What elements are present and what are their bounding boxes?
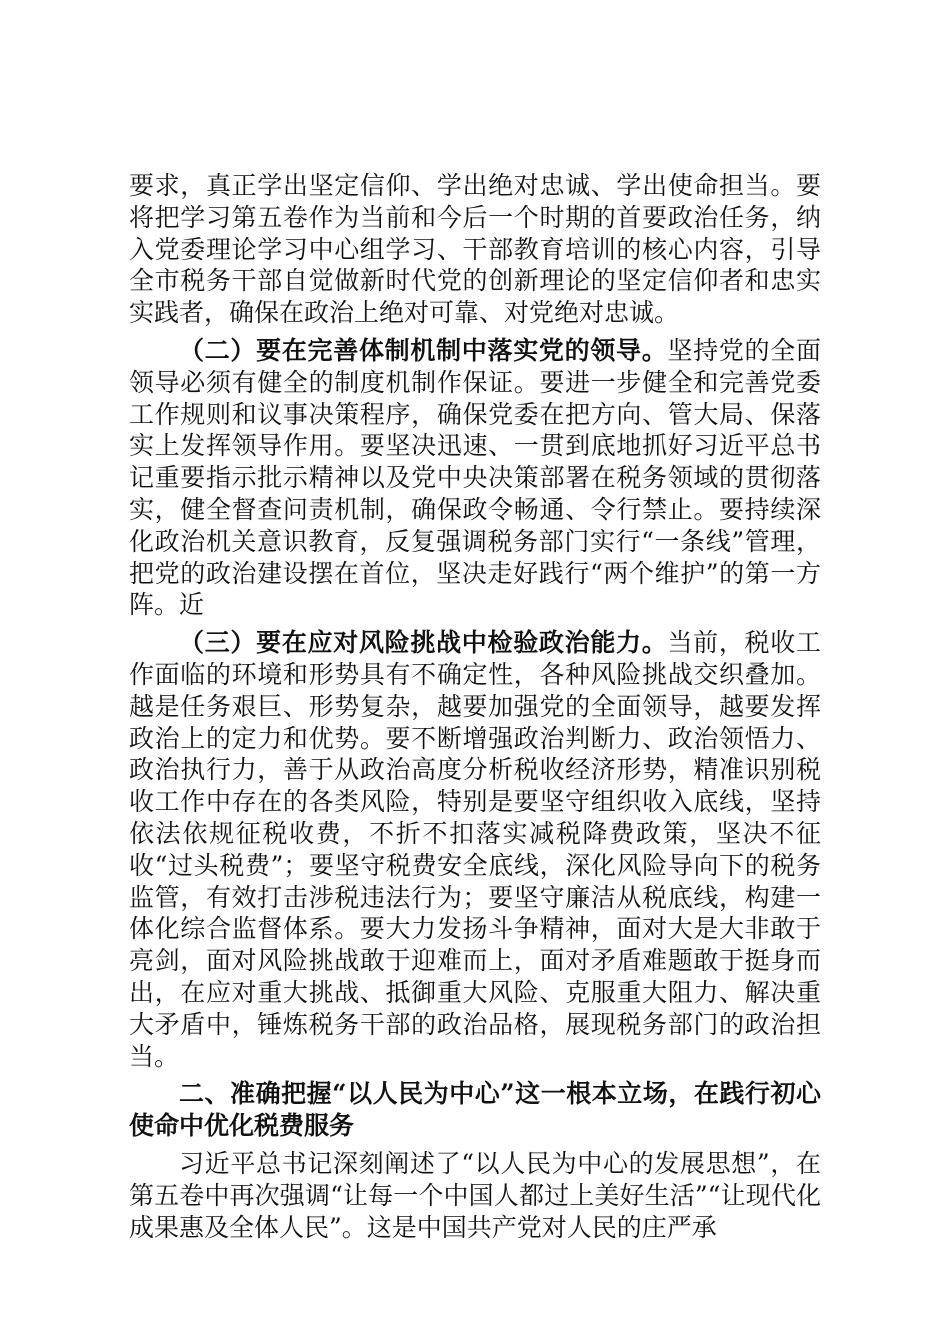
paragraph-continuation [129, 170, 821, 329]
paragraph-text: 要求，真正学出坚定信仰、学出绝对忠诚、学出使命担当。要将把学习第五卷作为当前和今后一个时期的首要政治任务，纳入党委理论学习中心组学习、干部教育培训的核心内容，引导全市税务干部自觉做新时代党的创新理论的坚定信仰者和忠实实践者，确保在政治上绝对可靠、对党绝对忠诚。 [129, 171, 821, 328]
paragraph-lead: （二）要在完善体制机制中落实党的领导。 [179, 335, 668, 365]
paragraph-risk-challenges [129, 627, 821, 1072]
paragraph-text: 当前，税收工作面临的环境和形势具有不确定性，各种风险挑战交织叠加。越是任务艰巨、形势复杂，越要加强党的全面领导，越要发挥政治上的定力和优势。要不断增强政治判断力、政治领悟力、政治执行力，善于从政治高度分析税收经济形势，精准识别税收工作中存在的各类风险，特别是要坚守组织收入底线，坚持依法依规征税收费，不折不扣落实减税降费政策，坚决不征收“过头税费”；要坚守税费安全底线，深化风险导向下的税务监管，有效打击涉税违法行为；要坚守廉洁从税底线，构建一体化综合监督体系。要大力发扬斗争精神，面对大是大非敢于亮剑，面对风险挑战敢于迎难而上，面对矛盾难题敢于挺身而出，在应对重大挑战、抵御重大风险、克服重大阻力、解决重大矛盾中，锤炼税务干部的政治品格，展现税务部门的政治担当。 [129, 628, 821, 1071]
section-heading: 二、准确把握“以人民为中心”这一根本立场，在践行初心使命中优化税费服务 [129, 1079, 821, 1141]
paragraph-lead: （三）要在应对风险挑战中检验政治能力。 [179, 628, 668, 658]
paragraph-institutional-leadership [129, 335, 821, 621]
document-body [129, 170, 821, 1249]
paragraph-text: 习近平总书记深刻阐述了“以人民为中心的发展思想”，在第五卷中再次强调“让每一个中国人都过上美好生活”“让现代化成果惠及全体人民”。这是中国共产党对人民的庄严承 [129, 1148, 821, 1242]
paragraph-people-centered [129, 1148, 821, 1243]
paragraph-text: 坚持党的全面领导必须有健全的制度机制作保证。要进一步健全和完善党委工作规则和议事决策程序，确保党委在把方向、管大局、保落实上发挥领导作用。要坚决迅速、一贯到底地抓好习近平总书记重要指示批示精神以及党中央决策部署在税务领域的贯彻落实，健全督查问责机制，确保政令畅通、令行禁止。要持续深化政治机关意识教育，反复强调税务部门实行“一条线”管理，把党的政治建设摆在首位，坚决走好践行“两个维护”的第一方阵。近 [129, 335, 821, 620]
